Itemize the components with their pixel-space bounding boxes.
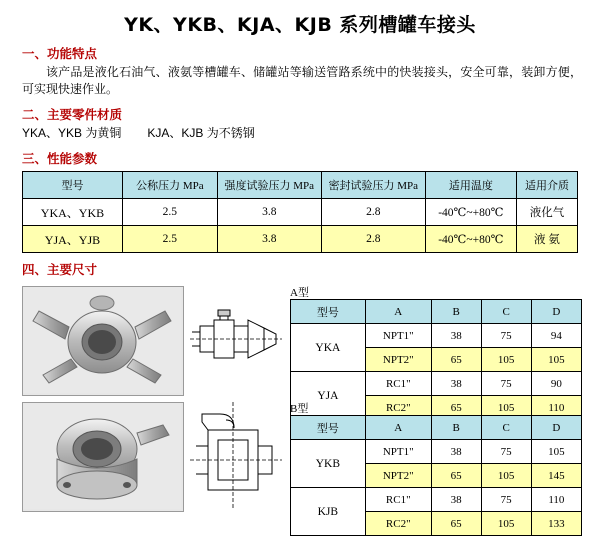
dim-a-cell: 90 — [531, 372, 581, 396]
dim-a-model: YJA — [291, 372, 366, 420]
dim-b-col-c: C — [481, 416, 531, 440]
dim-a-cell: RC1" — [365, 372, 431, 396]
dim-b-cell: 145 — [531, 464, 581, 488]
spec-col-nominal-pressure: 公称压力 MPa — [122, 172, 217, 199]
dim-a-cell: 38 — [431, 324, 481, 348]
product-photo-type-b — [22, 402, 184, 512]
dim-a-cell: 94 — [531, 324, 581, 348]
dim-b-col-model: 型号 — [291, 416, 366, 440]
spec-cell: 2.8 — [321, 226, 425, 253]
dim-a-cell: RC2" — [365, 396, 431, 420]
spec-cell: YJA、YJB — [23, 226, 123, 253]
spec-cell: 3.8 — [217, 226, 321, 253]
dim-b-col-d: D — [531, 416, 581, 440]
dim-a-cell: 65 — [431, 396, 481, 420]
spec-cell: -40℃~+80℃ — [425, 199, 516, 226]
dim-b-cell: 133 — [531, 512, 581, 536]
type-b-label: B型 — [290, 403, 309, 415]
dim-a-cell: 38 — [431, 372, 481, 396]
section-heading-material: 二、主要零件材质 — [22, 108, 123, 122]
dim-b-cell: 110 — [531, 488, 581, 512]
table-header-row — [291, 300, 582, 324]
table-row — [23, 226, 578, 253]
spec-col-seal-pressure: 密封试验压力 MPa — [321, 172, 425, 199]
table-row — [291, 488, 582, 512]
dim-b-cell: RC2" — [365, 512, 431, 536]
product-photo-type-a — [22, 286, 184, 396]
spec-col-temperature: 适用温度 — [425, 172, 516, 199]
dim-b-cell: 105 — [531, 440, 581, 464]
section-heading-dimension: 四、主要尺寸 — [22, 263, 98, 277]
dim-b-cell: NPT1" — [365, 440, 431, 464]
technical-drawing-type-b — [190, 402, 282, 510]
dim-a-model: YKA — [291, 324, 366, 372]
type-a-label: A型 — [290, 287, 309, 299]
dim-b-cell: 65 — [431, 464, 481, 488]
spec-cell: 液 氨 — [516, 226, 577, 253]
material-lines — [22, 125, 600, 142]
dim-a-cell: 110 — [531, 396, 581, 420]
dim-b-cell: 38 — [431, 440, 481, 464]
dim-a-cell: 105 — [531, 348, 581, 372]
spec-cell: 液化气 — [516, 199, 577, 226]
spec-cell: 3.8 — [217, 199, 321, 226]
dim-b-col-a: A — [365, 416, 431, 440]
section-heading-performance: 三、性能参数 — [22, 152, 98, 166]
dim-a-cell: NPT1" — [365, 324, 431, 348]
material-line-b: KJA、KJB 为不锈钢 — [147, 126, 255, 140]
dim-a-cell: 105 — [481, 396, 531, 420]
section-heading-features: 一、功能特点 — [22, 47, 98, 61]
dim-b-cell: 38 — [431, 488, 481, 512]
spec-cell: -40℃~+80℃ — [425, 226, 516, 253]
dim-b-model: KJB — [291, 488, 366, 536]
dimension-table-type-a — [290, 299, 582, 420]
dim-a-col-d: D — [531, 300, 581, 324]
dim-b-cell: NPT2" — [365, 464, 431, 488]
dim-b-cell: 105 — [481, 464, 531, 488]
table-row — [291, 372, 582, 396]
dim-b-col-b: B — [431, 416, 481, 440]
dim-a-cell: 75 — [481, 324, 531, 348]
features-paragraph: 该产品是液化石油气、液氨等槽罐车、储罐站等输送管路系统中的快装接头，安全可靠，装卸方便，可实现快速作业。 — [22, 65, 582, 96]
spec-cell: 2.5 — [122, 226, 217, 253]
table-row — [291, 440, 582, 464]
table-header-row — [23, 172, 578, 199]
dim-a-col-b: B — [431, 300, 481, 324]
material-line-a: YKA、YKB 为黄铜 — [22, 126, 122, 140]
spec-cell: 2.8 — [321, 199, 425, 226]
spec-col-medium: 适用介质 — [516, 172, 577, 199]
dim-b-cell: 65 — [431, 512, 481, 536]
table-row — [291, 324, 582, 348]
dim-a-col-c: C — [481, 300, 531, 324]
dim-a-col-a: A — [365, 300, 431, 324]
dim-b-model: YKB — [291, 440, 366, 488]
spec-col-strength-pressure: 强度试验压力 MPa — [217, 172, 321, 199]
spec-col-model: 型号 — [23, 172, 123, 199]
spec-cell: YKA、YKB — [23, 199, 123, 226]
dim-b-cell: 75 — [481, 440, 531, 464]
dim-b-cell: 75 — [481, 488, 531, 512]
dim-a-col-model: 型号 — [291, 300, 366, 324]
dim-a-cell: NPT2" — [365, 348, 431, 372]
dim-a-cell: 65 — [431, 348, 481, 372]
page-title: YK、YKB、KJA、KJB 系列槽罐车接头 — [124, 14, 476, 36]
dimension-table-type-b — [290, 415, 582, 536]
spec-cell: 2.5 — [122, 199, 217, 226]
dim-b-cell: RC1" — [365, 488, 431, 512]
performance-table — [22, 171, 578, 253]
technical-drawing-type-a — [190, 286, 282, 394]
dim-b-cell: 105 — [481, 512, 531, 536]
dim-a-cell: 105 — [481, 348, 531, 372]
table-row — [23, 199, 578, 226]
dim-a-cell: 75 — [481, 372, 531, 396]
table-header-row — [291, 416, 582, 440]
